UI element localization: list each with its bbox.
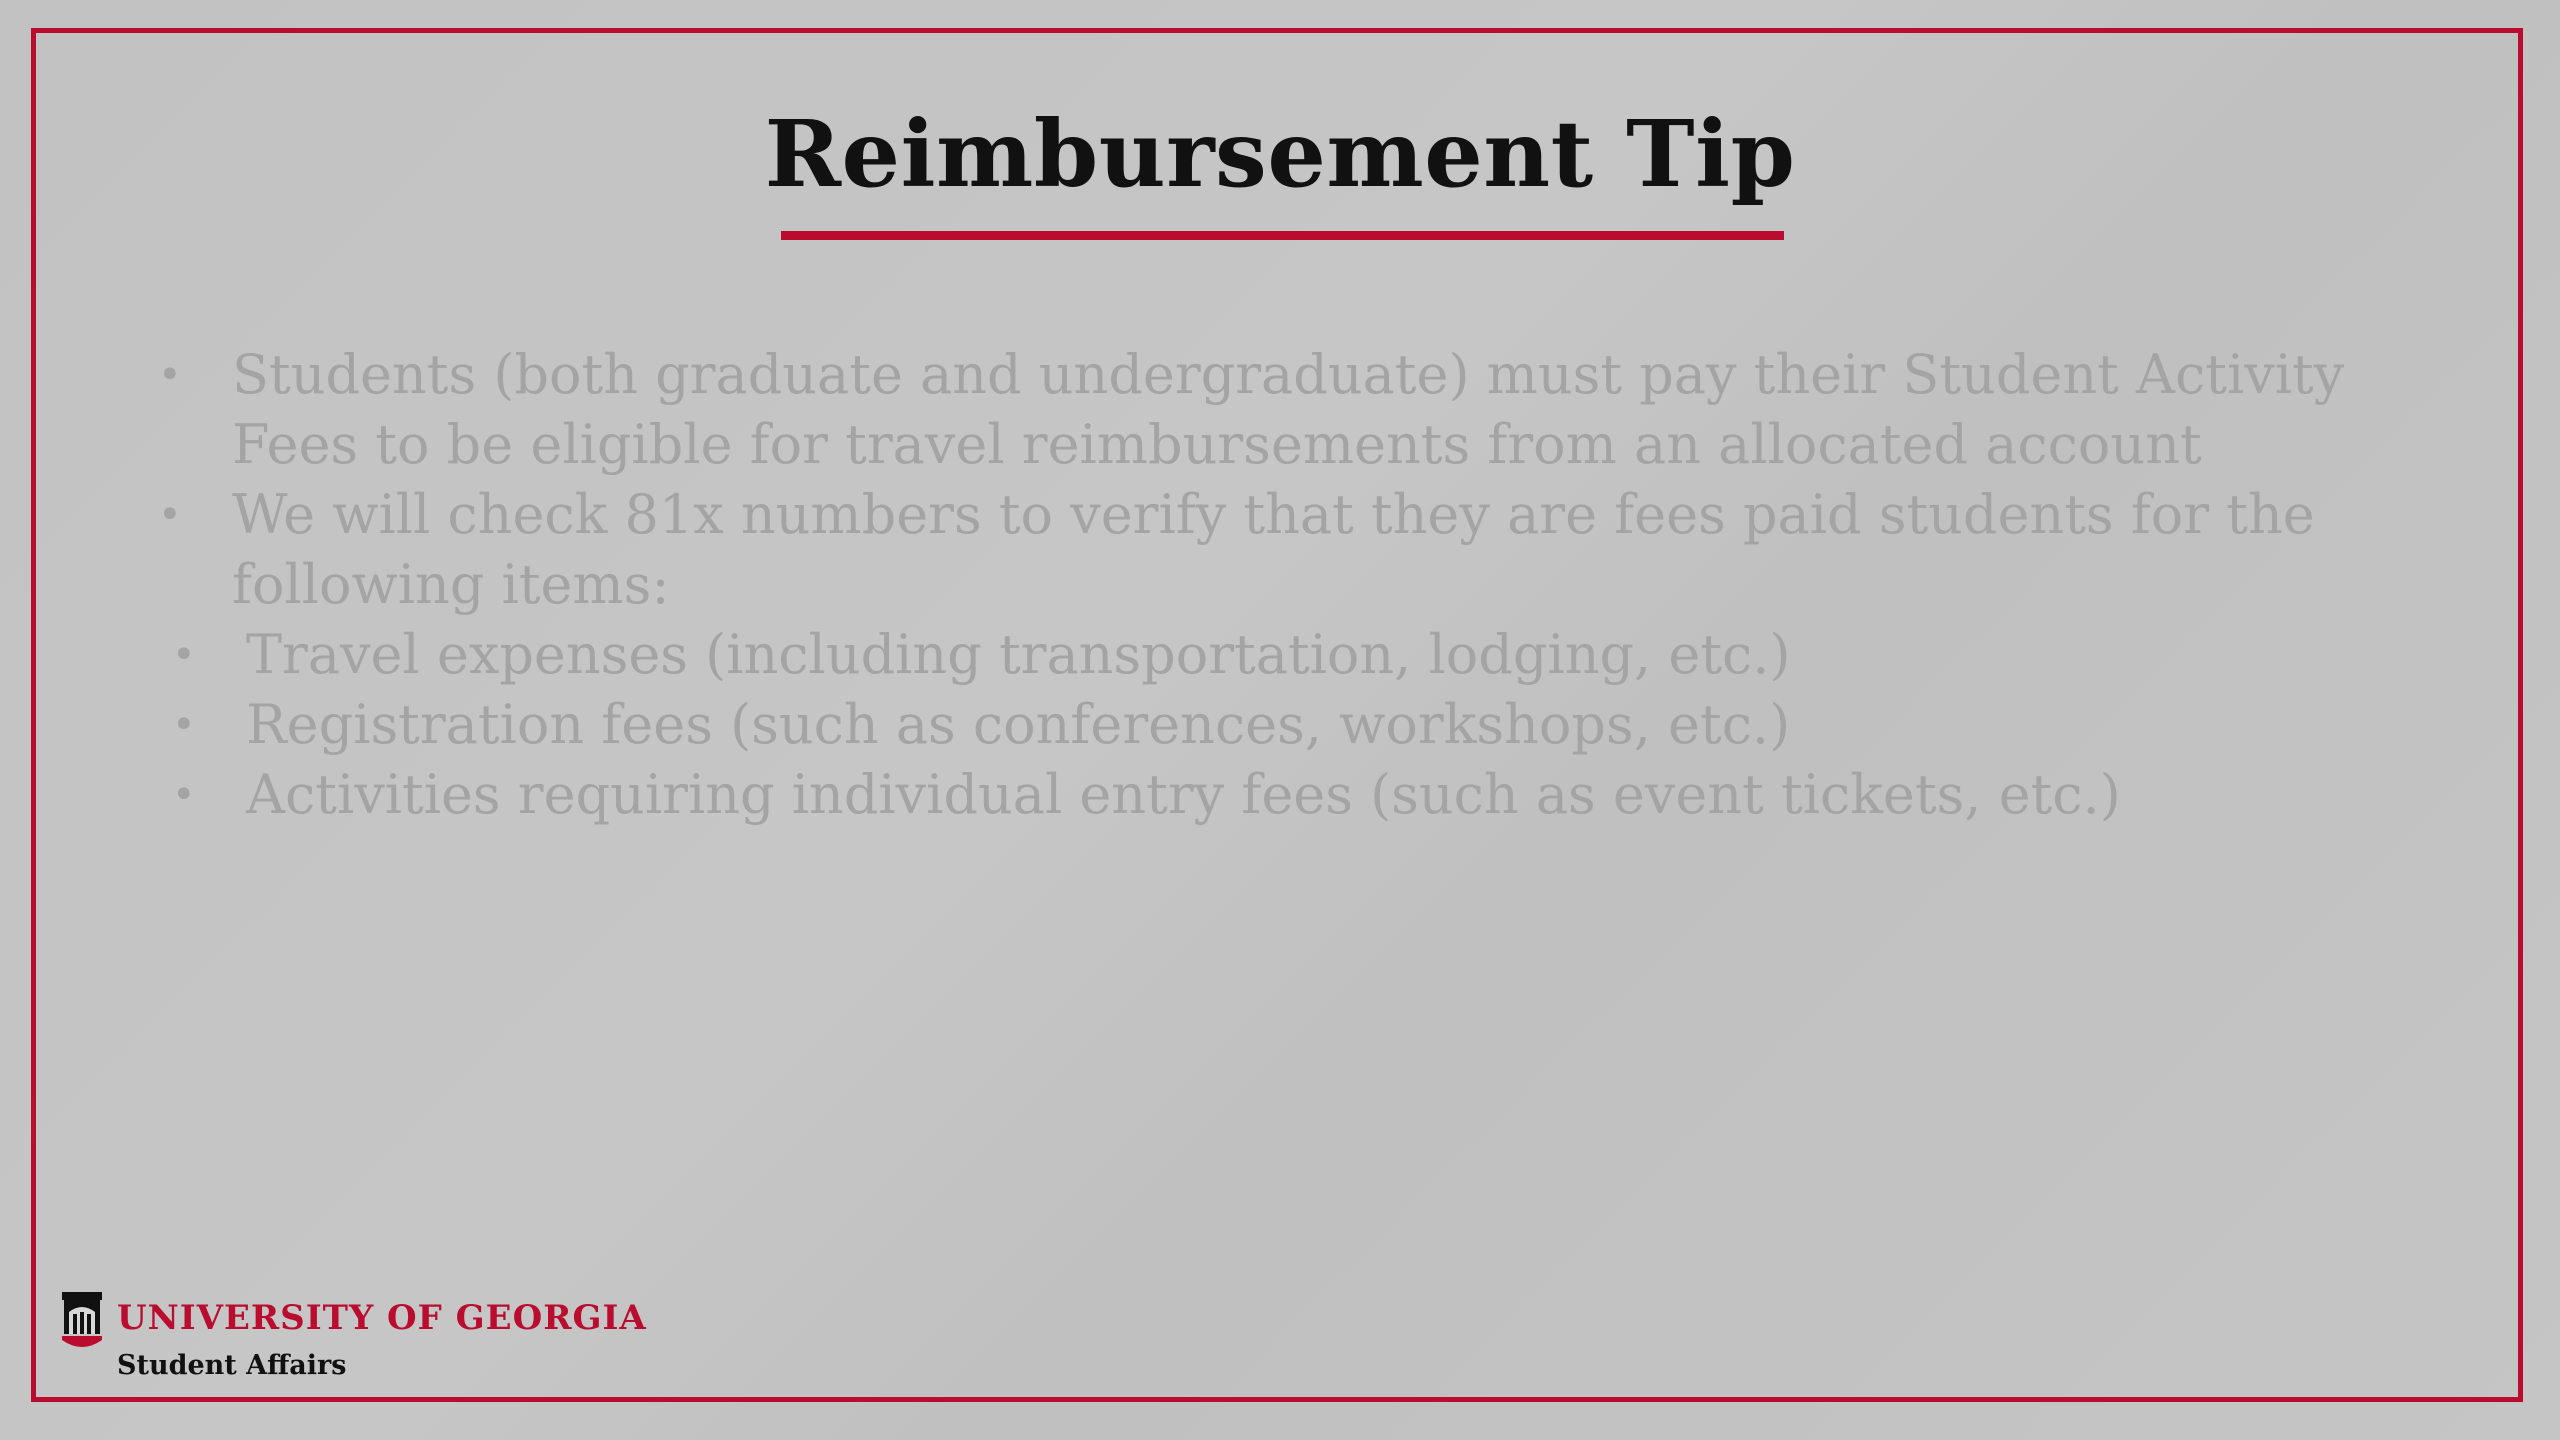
bullet-text: We will check 81x numbers to verify that they are fees paid students for the following items: xyxy=(232,483,2315,616)
department-name: Student Affairs xyxy=(117,1350,347,1381)
sub-bullet-item xyxy=(150,620,2440,690)
bullet-glyph: • xyxy=(158,492,182,538)
slide-content xyxy=(150,340,2440,830)
sub-bullet-text: Registration fees (such as conferences, workshops, etc.) xyxy=(246,693,1791,756)
title-underline xyxy=(781,231,1784,240)
bullet-glyph: • xyxy=(172,772,196,818)
institution-name: UNIVERSITY OF GEORGIA xyxy=(117,1298,647,1338)
sub-bullet-item xyxy=(150,760,2440,830)
bullet-item xyxy=(150,340,2440,480)
bullet-list xyxy=(150,340,2440,620)
bullet-item xyxy=(150,480,2440,620)
sub-bullet-list xyxy=(150,620,2440,830)
bullet-glyph: • xyxy=(158,352,182,398)
title-container xyxy=(0,100,2560,208)
slide-title: Reimbursement Tip xyxy=(764,100,1796,208)
bullet-glyph: • xyxy=(172,702,196,748)
bullet-glyph: • xyxy=(172,632,196,678)
sub-bullet-text: Travel expenses (including transportation, lodging, etc.) xyxy=(246,623,1791,686)
sub-bullet-text: Activities requiring individual entry fees (such as event tickets, etc.) xyxy=(246,763,2121,826)
sub-bullet-item xyxy=(150,690,2440,760)
arch-icon xyxy=(60,1290,104,1354)
bullet-text: Students (both graduate and undergraduate) must pay their Student Activity Fees to be eligible for travel reimbursements from an allocated account xyxy=(232,343,2345,476)
